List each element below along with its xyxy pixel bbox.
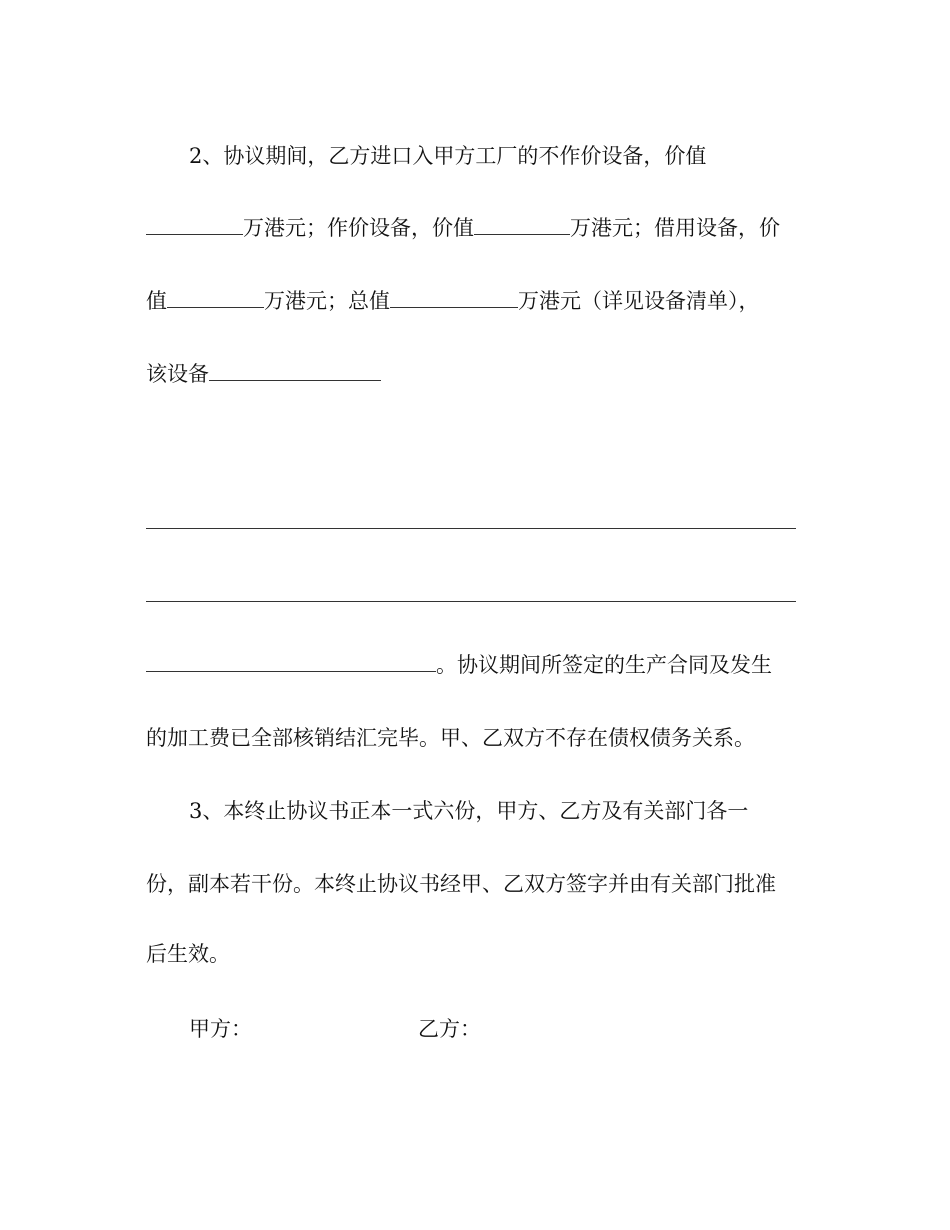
clause-2-text-4a: 该设备 — [146, 362, 209, 386]
blank-field-borrowed-value[interactable] — [167, 287, 264, 308]
clause-2-text-1: 2、协议期间，乙方进口入甲方工厂的不作价设备，价值 — [189, 144, 707, 168]
clause-2-text-7a: 。协议期间所签定的生产合同及发生 — [436, 653, 772, 677]
blank-field-total-value[interactable] — [390, 287, 518, 308]
clause-2-text-3c: 万港元（详见设备清单）， — [518, 289, 760, 313]
blank-line-2[interactable] — [146, 601, 796, 602]
clause-2-line-1 — [189, 141, 706, 171]
clause-3-line-2 — [146, 869, 776, 899]
clause-2-text-3a: 值 — [146, 289, 167, 313]
clause-3-text-2: 份，副本若干份。本终止协议书经甲、乙双方签字并由有关部门批准 — [146, 872, 776, 896]
party-a-signature-label: 甲方： — [189, 1017, 252, 1041]
clause-2-text-8: 的加工费已全部核销结汇完毕。甲、乙双方不存在债权债务关系。 — [146, 726, 755, 750]
clause-2-line-4 — [146, 359, 381, 389]
clause-2-text-3b: 万港元；总值 — [264, 289, 390, 313]
blank-field-unpriced-value[interactable] — [146, 214, 243, 235]
clause-2-line-3 — [146, 286, 760, 316]
clause-2-line-8 — [146, 723, 755, 753]
party-b-signature-label: 乙方： — [418, 1017, 481, 1041]
blank-field-priced-value[interactable] — [474, 214, 570, 235]
blank-line-1[interactable] — [146, 528, 796, 529]
clause-2-line-2 — [146, 213, 780, 243]
blank-field-equipment-disposal[interactable] — [209, 360, 381, 381]
clause-3-text-3: 后生效。 — [146, 942, 230, 966]
blank-field-equipment-disposal-end[interactable] — [146, 651, 436, 672]
clause-3-line-1 — [189, 796, 748, 826]
clause-3-line-3 — [146, 939, 230, 969]
clause-2-text-2b: 万港元；借用设备，价 — [570, 216, 780, 240]
clause-2-text-2a: 万港元；作价设备，价值 — [243, 216, 474, 240]
clause-2-line-7 — [146, 650, 772, 680]
clause-3-text-1: 3、本终止协议书正本一式六份，甲方、乙方及有关部门各一 — [189, 799, 749, 823]
